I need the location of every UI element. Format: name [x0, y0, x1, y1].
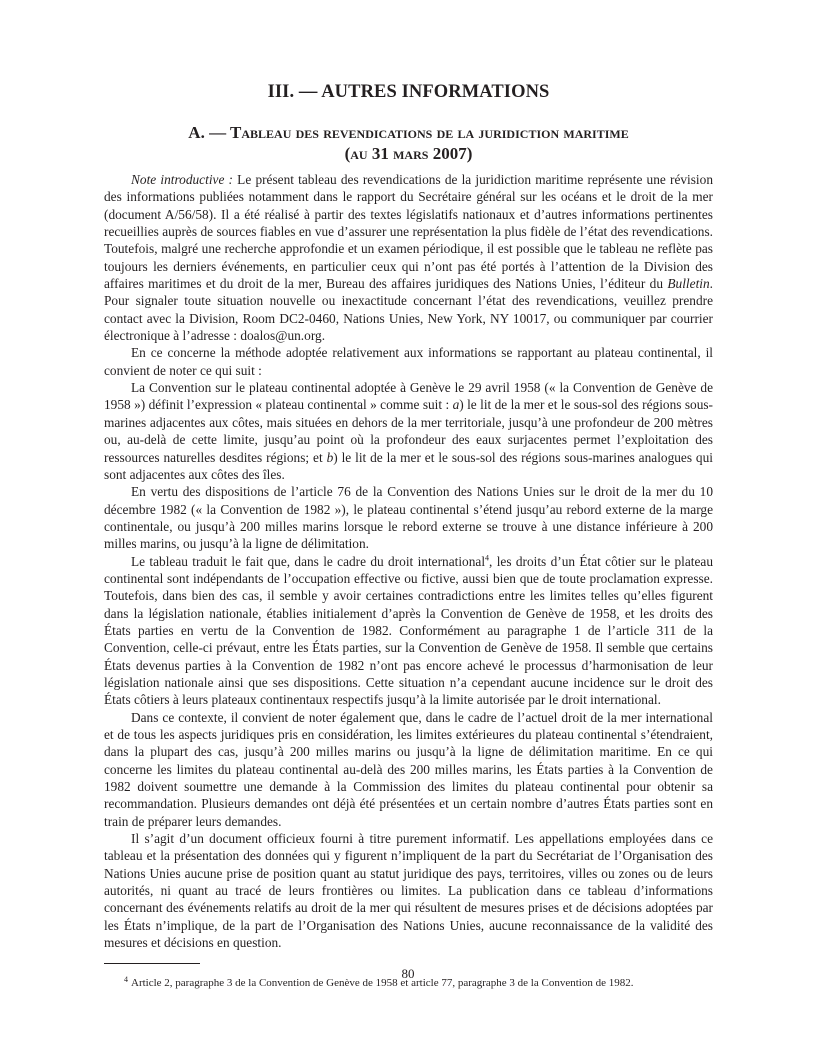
body-text — [104, 171, 713, 951]
subsection-title — [104, 122, 713, 164]
footnote-marker: 4 — [124, 974, 128, 984]
paragraph-method: En ce concerne la méthode adoptée relativement aux informations se rapportant au plateau continental, il convient de noter ce qui suit : — [104, 345, 713, 378]
paragraph-introductory-note — [104, 171, 713, 344]
footnote-divider — [104, 963, 200, 964]
paragraph-article-76: En vertu des dispositions de l’article 76 de la Convention des Nations Unies sur le droit de la mer du 10 décembre 1982 (« la Convention de 1982 »), le plateau continental s’étend jusqu’au rebord externe de la marge continentale, ou jusqu’à 200 milles marins lorsque le rebord externe se trouve à une distance inférieure à 200 milles marins, ou jusqu’à la ligne de délimitation. — [104, 484, 713, 552]
paragraph-text: ) le lit de la mer et le sous-sol des régions sous-marines adjacentes aux côtes, mais situées en dehors de la mer territoriale, jusqu’à une profondeur de 200 mètres ou, au-delà de cette limite, jusqu’au point où la profondeur des eaux surjacentes permet l’exploitation des ressources naturelles desdites régions; et — [104, 397, 713, 465]
note-label: Note introductive : — [131, 172, 233, 187]
paragraph-geneva-convention — [104, 379, 713, 483]
paragraph-context: Dans ce contexte, il convient de noter également que, dans le cadre de l’actuel droit de la mer international et de tous les aspects juridiques pris en considération, les limites extérieures du plateau continental s’étendraient, dans la plupart des cas, jusqu’à 200 milles marins ou jusqu’à la ligne de délimitation maritime. En ce qui concerne les limites du plateau continental au-delà des 200 milles marins, les États parties à la Convention de 1982 doivent soumettre une demande à la Commission des limites du plateau continental pour obtenir sa recommandation. Plusieurs demandes ont déjà été présentées et un certain nombre d’autres États parties sont en train de préparer leurs demandes. — [104, 709, 713, 829]
paragraph-text: . Pour signaler toute situation nouvelle ou inexactitude concernant l’état des revendications, veuillez prendre contact avec la Division, Room DC2-0460, Nations Unies, New York, NY 10017, ou communiquer par courrier électronique à l’adresse : doalos@un.org. — [104, 276, 713, 344]
paragraph-text: La Convention sur le plateau continental adoptée à Genève le 29 avril 1958 (« la Convention de Genève de 1958 ») définit l’expression « plateau continental » comme suit : — [104, 380, 713, 413]
paragraph-text: Le présent tableau des revendications de la juridiction maritime représente une révision des informations publiées notamment dans le rapport du Secrétaire général sur les océans et le droit de la mer (document A/56/58). Il a été réalisé à partir des textes législatifs nationaux et d’autres informations pertinentes recueillies auprès de sources fiables en vue d’assurer une représentation la plus fidèle de l’état des revendications. Toutefois, malgré une recherche approfondie et un examen périodique, il est possible que le tableau ne reflète pas toujours les derniers événements, en particulier ceux qui n’ont pas été portés à l’attention de la Division des affaires maritimes et du droit de la mer, Bureau des affaires juridiques des Nations Unies, l’éditeur du — [104, 172, 713, 292]
footnote-text: Article 2, paragraphe 3 de la Convention de Genève de 1958 et article 77, paragraphe 3 de la Convention de 1982. — [131, 977, 634, 990]
list-letter: b — [326, 449, 334, 465]
paragraph-text: ) le lit de la mer et le sous-sol des régions sous-marines analogues qui sont adjacentes aux côtes des îles. — [104, 449, 713, 482]
subsection-title-prefix: A. — T — [188, 123, 242, 142]
bulletin-title: Bulletin — [667, 276, 710, 292]
subsection-date-year: 2007) — [432, 144, 473, 163]
paragraph-text: Le tableau traduit le fait que, dans le cadre du droit international — [131, 553, 486, 569]
paragraph-text: , les droits d’un État côtier sur le plateau continental sont indépendants de l’occupation effective ou fictive, aussi bien que de toute proclamation expresse. Toutefois, dans bien des cas, il semble y avoir certaines contradictions entre les limites telles qu’elles figurent dans la législation nationale, établies initialement d’après la Convention de Genève de 1958, et les droits des États parties en vertu de la Convention de 1982. Conformément au paragraphe 1 de l’article 311 de la Convention, celle-ci prévaut, entre les États parties, sur la Convention de Genève de 1958. Il semble que certains États devenus parties à la Convention de 1982 n’ont pas encore achevé le processus d’harmonisation de leur législation nationale ainsi que ses dispositions. Cette situation n’a cependant aucune incidence sur le droit des États côtiers à leurs plateaux continentaux respectifs jusqu’à la limite autorisée par le droit international. — [104, 553, 714, 708]
section-title: III. — AUTRES INFORMATIONS — [267, 82, 550, 102]
paragraph-international-law — [104, 553, 713, 709]
footnote-reference[interactable]: 4 — [485, 553, 490, 563]
page-body — [104, 82, 713, 990]
page-number: 80 — [401, 966, 415, 981]
list-letter: a — [452, 397, 460, 413]
paragraph-disclaimer: Il s’agit d’un document officieux fourni à titre purement informatif. Les appellations employées dans ce tableau et la présentation des données qui y figurent n’impliquent de la part du Secrétariat de l’Organisation des Nations Unies aucune prise de position quant au statut juridique des pays, territoires, villes ou zones ou de leurs autorités, ni quant au tracé de leurs frontières ou limites. La publication dans ce tableau d’informations concernant des événements relatifs au droit de la mer qui résultent de mesures prises et de décisions adoptées par les États n’implique, de la part de l’Organisation des Nations Unies, aucune reconnaissance de la validité des mesures et décisions en question. — [104, 831, 713, 951]
subsection-title-text: ableau des revendications de la juridiction maritime — [241, 123, 629, 142]
subsection-date-day: 31 — [371, 144, 389, 163]
subsection-date-month: mars — [388, 144, 433, 163]
subsection-date-open: (au — [344, 144, 372, 163]
